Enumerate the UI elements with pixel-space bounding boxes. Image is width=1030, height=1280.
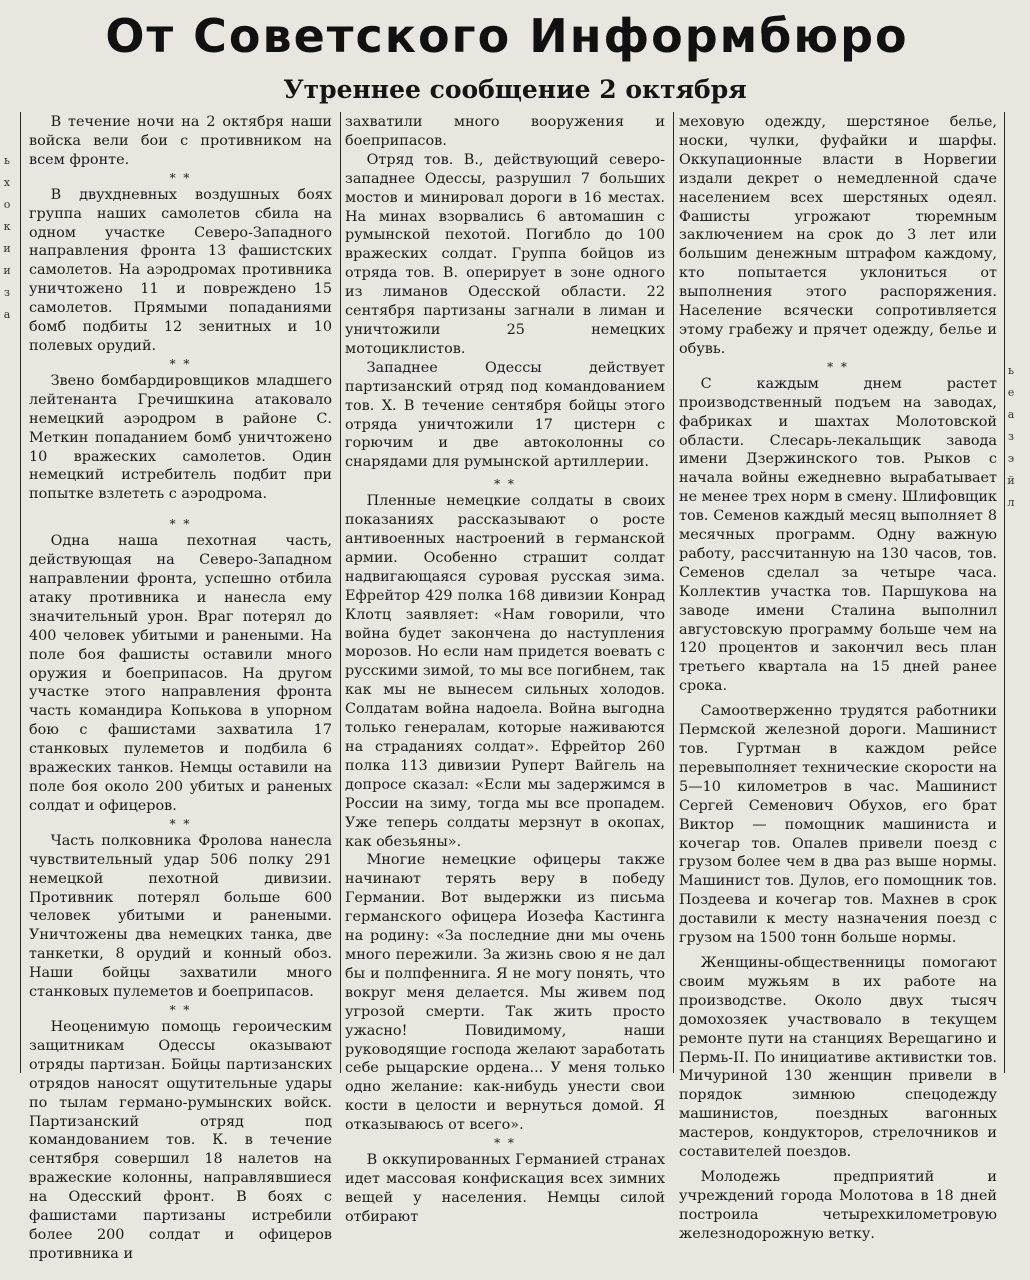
article-paragraph: С каждым днем растет производственный подъем на заводах, фабриках и шахтах Молотовской области. Слесарь-лекальщик завода имени Дзержинского тов. Рыков с начала войны ежедневно вырабатывает не менее трех норм в смену. Шлифовщик тов. Семенов каждый месяц выполняет 8 месячных программ. Одну важную работу, рассчитанную на 130 часов, тов. Семенов сделал за четыре часа. Коллектив участка тов. Паршукова на заводе имени Сталина выполнил августовскую программу больше чем на 120 процентов и закончил весь план третьего квартала на 15 дней ранее срока. bbox=[679, 375, 998, 695]
column-rule-right bbox=[1004, 112, 1005, 1073]
column-2 bbox=[345, 113, 665, 1225]
column-1 bbox=[29, 113, 332, 1262]
column-rule-left bbox=[20, 112, 21, 1073]
article-paragraph: В двухдневных воздушных боях группа наших самолетов сбила на одном участке Северо-Западного направления фронта 13 фашистских самолетов. На аэродромах противника уничтожено 11 и повреждено 15 самолетов. Прямыми попаданиями бомб подбиты 12 зенитных и 10 полевых орудий. bbox=[29, 186, 332, 354]
article-paragraph: Звено бомбардировщиков младшего лейтенанта Гречишкина атаковало немецкий аэродром в районе С. Меткин попаданием бомб уничтожено 10 вражеских самолетов. Один немецкий истребитель подбит при попытке взлететь с аэродрома. bbox=[29, 372, 332, 503]
edge-fragment: е bbox=[1007, 386, 1015, 399]
edge-fragment: к bbox=[3, 220, 11, 233]
left-edge-fragments bbox=[2, 150, 12, 1070]
edge-fragment: и bbox=[3, 264, 11, 277]
section-divider: * * bbox=[494, 477, 516, 492]
column-3 bbox=[679, 113, 998, 1242]
edge-fragment: а bbox=[3, 308, 11, 321]
edge-fragment: л bbox=[1007, 496, 1015, 509]
article-paragraph: Молодежь предприятий и учреждений города Молотова в 18 дней построила четырехкилометровую железнодорожную ветку. bbox=[679, 1168, 997, 1242]
article-paragraph: В оккупированных Германией странах идет массовая конфискация всех зимних вещей у населения. Немцы силой отбирают bbox=[345, 1152, 665, 1225]
section-divider: * * bbox=[169, 517, 192, 532]
edge-fragment: х bbox=[3, 176, 11, 189]
article-paragraph: Часть полковника Фролова нанесла чувствительный удар 506 полку 291 немецкой пехотной дивизии. Противник потерял больше 600 человек убитыми и ранеными. Уничтожены два немецких танка, две танкетки, 8 орудий и конный обоз. Наши бойцы захватили много станковых пулеметов и боеприпасов. bbox=[29, 832, 332, 1001]
section-divider: * * bbox=[169, 170, 192, 185]
article-paragraph: меховую одежду, шерстяное белье, носки, чулки, фуфайки и шарфы. Оккупационные власти в Норвегии издали декрет о немедленной сдаче населением всех шерстяных одеял. Фашисты угрожают тюремным заключением на срок до 3 лет или большим денежным штрафом каждому, кто попытается уклониться от выполнения этого распоряжения. Население всячески сопротивляется этому грабежу и прячет одежду, белье и обувь. bbox=[679, 114, 997, 357]
edge-fragment: о bbox=[3, 198, 11, 211]
edge-fragment: з bbox=[4, 286, 10, 299]
article-paragraph: Самоотверженно трудятся работники Пермской железной дороги. Машинист тов. Гуртман в каждом рейсе перевыполняет технические скорости на 5—10 километров в час. Машинист Сергей Семенович Обухов, его брат Виктор — помощник машиниста и кочегар тов. Опалев привели поезд с грузом более чем в два раз выше нормы. Машинист тов. Дулов, его помощник тов. Поздеева и кочегар тов. Махнев в срок доставили к месту назначения поезд с грузом на 1500 тонн больше нормы. bbox=[679, 703, 997, 947]
article-paragraph: Западнее Одессы действует партизанский отряд под командованием тов. Х. В течение сентября бойцы этого отряда уничтожили 17 цистерн с горючим и две автоколонны со снарядами для румынской артиллерии. bbox=[345, 359, 665, 471]
right-edge-fragments bbox=[1006, 360, 1016, 1280]
edge-fragment: ь bbox=[1008, 364, 1014, 377]
article-paragraph: Пленные немецкие солдаты в своих показаниях рассказывают о росте антивоенных настроений в германской армии. Особенно страшит солдат надвигающаяся суровая русская зима. Ефрейтор 429 полка 168 дивизии Конрад Клотц заявляет: «Нам говорили, что война будет закончена до наступления морозов. Но если нам придется воевать с русскими зимой, то мы все погибнем, так как мы не вынесем сильных холодов. Солдатам война надоела. Война выгодна только генералам, которые наживаются на страданиях солдат». Ефрейтор 260 полка 113 дивизии Руперт Вайгель на допросе сказал: «Если мы задержимся в России на зиму, тогда мы все пропадем. Уже теперь солдаты мерзнут в окопах, как обезьяны». bbox=[345, 493, 665, 850]
edge-fragment: ь bbox=[4, 154, 10, 167]
edge-fragment: а bbox=[1007, 408, 1015, 421]
article-paragraph: Неоценимую помощь героическим защитникам Одессы оказывают отряды партизан. Бойцы партизанских отрядов наносят ощутительные удары по тылам германо-румынских войск. Партизанский отряд под командованием тов. К. в течение сентября совершил 18 налетов на вражеские колонны, направлявшиеся на Одесский фронт. В боях с фашистами партизаны истребили более 200 солдат и офицеров противника и bbox=[29, 1018, 332, 1262]
article-paragraph: захватили много вооружения и боеприпасов. bbox=[345, 114, 665, 149]
section-divider: * * bbox=[827, 359, 849, 374]
section-divider: * * bbox=[169, 816, 192, 831]
article-paragraph: Одна наша пехотная часть, действующая на Северо-Западном направлении фронта, успешно отбила атаку противника и нанесла ему значительный урон. Враг потерял до 400 человек убитыми и ранеными. На поле боя фашисты оставили много оружия и боеприпасов. На другом участке этого направления фронта часть командира Копькова в упорном бою с фашистами захватила 17 станковых пулеметов и подбила 6 вражеских танков. Немцы оставили на поле боя около 200 убитых и раненых солдат и офицеров. bbox=[29, 533, 332, 814]
article-paragraph: В течение ночи на 2 октября наши войска вели бои с противником на всем фронте. bbox=[29, 114, 332, 168]
article-paragraph: Отряд тов. В., действующий северо-западнее Одессы, разрушил 7 больших мостов и минировал дороги в 16 местах. На минах взорвались 6 автомашин с румынской пехотой. Погибло до 100 вражеских солдат. Группа бойцов из отряда тов. В. оперирует в зоне одного из лиманов Одесской области. 22 сентября партизаны загнали в лиман и уничтожили 25 немецких мотоциклистов. bbox=[345, 151, 665, 357]
section-divider: * * bbox=[169, 1002, 192, 1017]
edge-fragment: и bbox=[3, 242, 11, 255]
section-divider: * * bbox=[169, 356, 192, 371]
column-rule-2 bbox=[673, 112, 674, 1073]
column-rule-1 bbox=[340, 112, 341, 1073]
masthead-title: От Советского Информбюро bbox=[105, 9, 909, 63]
article-paragraph: Многие немецкие офицеры также начинают терять веру в победу Германии. Вот выдержки из письма германского офицера Иозефа Кастинга на родину: «За последние дни мы очень много пережили. За жизнь свою я не дал бы и полпфеннига. Я не могу понять, что вокруг меня делается. Мы живем под угрозой смерти. Так жить просто ужасно! Повидимому, наши руководящие господа желают заработать себе рыцарские ордена... У меня только одно желание: как-нибудь унести свои кости в целости и вернуться домой. Я отказываюсь от всего». bbox=[345, 852, 665, 1134]
section-divider: * * bbox=[494, 1136, 516, 1151]
edge-fragment: й bbox=[1007, 474, 1015, 487]
report-subtitle: Утреннее сообщение 2 октября bbox=[283, 75, 747, 104]
edge-fragment: э bbox=[1007, 452, 1015, 465]
article-paragraph: Женщины-общественницы помогают своим мужьям в их работе на производстве. Около двух тысяч домохозяек участвовало в текущем ремонте пути на станциях Верещагино и Пермь-II. По инициативе активистки тов. Мичуриной 130 женщин привели в порядок зимнюю спецодежду машинистов, поездных вагонных мастеров, кондукторов, стрелочников и составителей поездов. bbox=[679, 954, 997, 1161]
edge-fragment: з bbox=[1008, 430, 1014, 443]
